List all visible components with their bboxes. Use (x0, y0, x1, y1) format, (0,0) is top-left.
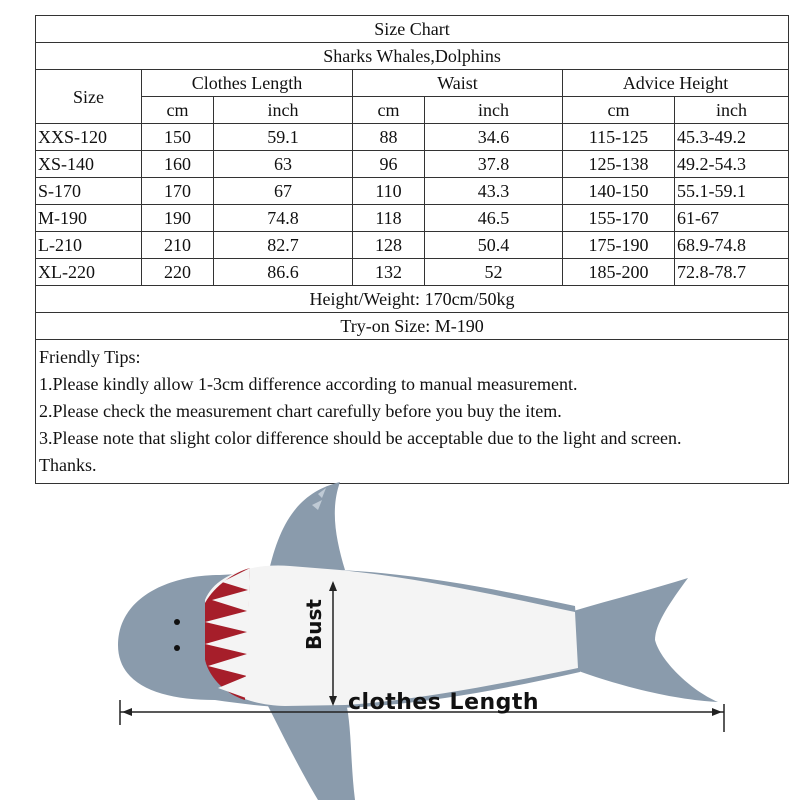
waist-header: Waist (353, 70, 563, 97)
table-cell: 155-170 (563, 205, 675, 232)
friendly-tips (36, 340, 789, 484)
table-cell: 37.8 (425, 151, 563, 178)
chart-title: Size Chart (36, 16, 789, 43)
model-info: Height/Weight: 170cm/50kg (36, 286, 789, 313)
unit-header: inch (425, 97, 563, 124)
size-cell: M-190 (36, 205, 142, 232)
table-cell: 34.6 (425, 124, 563, 151)
table-cell: 115-125 (563, 124, 675, 151)
title-row (36, 16, 789, 43)
table-cell: 220 (142, 259, 214, 286)
table-cell: 210 (142, 232, 214, 259)
shark-belly (205, 566, 578, 706)
tip-item: 1.Please kindly allow 1-3cm difference according to manual measurement. (39, 374, 578, 394)
table-row (36, 178, 789, 205)
model-info-row (36, 286, 789, 313)
table-row (36, 205, 789, 232)
advice-height-header: Advice Height (563, 70, 789, 97)
tips-heading: Friendly Tips: (39, 347, 141, 367)
shark-costume-figure (0, 478, 800, 800)
table-cell: 63 (214, 151, 353, 178)
table-cell: 43.3 (425, 178, 563, 205)
table-cell: 190 (142, 205, 214, 232)
unit-header-row (36, 97, 789, 124)
size-cell: XL-220 (36, 259, 142, 286)
tip-item: 3.Please note that slight color difference should be acceptable due to the light and screen. (39, 428, 682, 448)
table-cell: 61-67 (675, 205, 789, 232)
table-cell: 170 (142, 178, 214, 205)
clothes-length-header: Clothes Length (142, 70, 353, 97)
unit-header: cm (353, 97, 425, 124)
tips-row (36, 340, 789, 484)
tip-item: 2.Please check the measurement chart carefully before you buy the item. (39, 401, 562, 421)
table-cell: 140-150 (563, 178, 675, 205)
table-cell: 55.1-59.1 (675, 178, 789, 205)
table-cell: 88 (353, 124, 425, 151)
table-cell: 128 (353, 232, 425, 259)
size-cell: L-210 (36, 232, 142, 259)
table-cell: 96 (353, 151, 425, 178)
tryon-size: Try-on Size: M-190 (36, 313, 789, 340)
tryon-row (36, 313, 789, 340)
size-chart-table (35, 15, 789, 484)
tail-fin (570, 578, 718, 702)
table-cell: 132 (353, 259, 425, 286)
table-cell: 125-138 (563, 151, 675, 178)
table-cell: 86.6 (214, 259, 353, 286)
unit-header: cm (563, 97, 675, 124)
chart-subtitle: Sharks Whales,Dolphins (36, 43, 789, 70)
table-row (36, 232, 789, 259)
dorsal-fin (268, 482, 345, 575)
shark-eye (174, 619, 180, 625)
table-cell: 49.2-54.3 (675, 151, 789, 178)
group-header-row (36, 70, 789, 97)
table-cell: 185-200 (563, 259, 675, 286)
shark-eye (174, 645, 180, 651)
table-cell: 110 (353, 178, 425, 205)
unit-header: inch (214, 97, 353, 124)
size-header: Size (36, 70, 142, 124)
unit-header: cm (142, 97, 214, 124)
table-cell: 118 (353, 205, 425, 232)
tips-closing: Thanks. (39, 455, 97, 475)
table-cell: 50.4 (425, 232, 563, 259)
table-cell: 45.3-49.2 (675, 124, 789, 151)
table-cell: 72.8-78.7 (675, 259, 789, 286)
table-cell: 67 (214, 178, 353, 205)
unit-header: inch (675, 97, 789, 124)
clothes-length-label: clothes Length (348, 690, 540, 715)
table-cell: 82.7 (214, 232, 353, 259)
table-cell: 74.8 (214, 205, 353, 232)
table-cell: 175-190 (563, 232, 675, 259)
table-cell: 52 (425, 259, 563, 286)
table-cell: 160 (142, 151, 214, 178)
table-cell: 150 (142, 124, 214, 151)
subtitle-row (36, 43, 789, 70)
table-cell: 59.1 (214, 124, 353, 151)
table-cell: 68.9-74.8 (675, 232, 789, 259)
table-row (36, 151, 789, 178)
table-row (36, 124, 789, 151)
table-row (36, 259, 789, 286)
table-cell: 46.5 (425, 205, 563, 232)
size-cell: XS-140 (36, 151, 142, 178)
size-cell: S-170 (36, 178, 142, 205)
size-cell: XXS-120 (36, 124, 142, 151)
bust-label: Bust (302, 599, 326, 650)
